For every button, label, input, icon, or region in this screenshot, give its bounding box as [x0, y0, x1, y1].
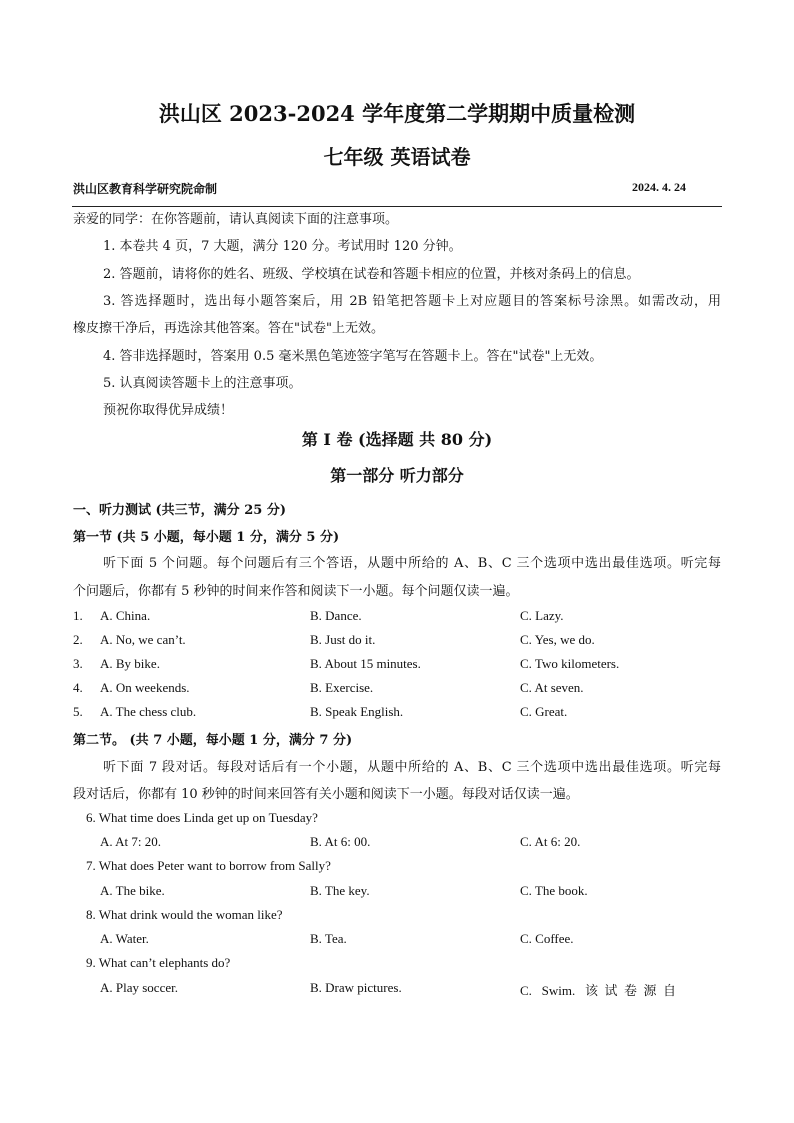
question-text: 9. What can’t elephants do? — [86, 955, 231, 970]
option-a: A. On weekends. — [100, 680, 190, 695]
question-number: 1. — [73, 608, 83, 623]
part-title: 第一部分 听力部分 — [330, 466, 464, 485]
option-c: C. Two kilometers. — [520, 656, 620, 671]
option-a: A. Water. — [100, 931, 149, 946]
notice-item-5: 5. 认真阅读答题卡上的注意事项。 — [103, 376, 302, 391]
option-b: B. Tea. — [310, 931, 347, 946]
notice-item-2: 2. 答题前，请将你的姓名、班级、学校填在试卷和答题卡相应的位置，并核对条码上的信息。 — [103, 267, 640, 282]
option-c: C. Coffee. — [520, 931, 574, 946]
question-number: 2. — [73, 632, 83, 647]
option-b: B. Draw pictures. — [310, 980, 402, 995]
option-c: C. At seven. — [520, 680, 584, 695]
question-text: 8. What drink would the woman like? — [86, 907, 283, 922]
option-b: B. About 15 minutes. — [310, 656, 421, 671]
exam-title: 洪山区 2023-2024 学年度第二学期期中质量检测 — [158, 101, 636, 126]
question-text: 7. What does Peter want to borrow from Sally? — [86, 858, 331, 873]
option-a: A. The chess club. — [100, 704, 197, 719]
notice-greeting: 亲爱的同学：在你答题前，请认真阅读下面的注意事项。 — [73, 212, 399, 227]
option-b: B. The key. — [310, 883, 370, 898]
author-line: 洪山区教育科学研究院命制 — [73, 182, 218, 196]
question-number: 3. — [73, 656, 83, 671]
option-b: B. Dance. — [310, 608, 362, 623]
question-text: 6. What time does Linda get up on Tuesday? — [86, 810, 318, 825]
option-c: C. The book. — [520, 883, 588, 898]
option-c: C. At 6: 20. — [520, 834, 581, 849]
sub2-heading: 第二节。 (共 7 小题，每小题 1 分，满分 7 分) — [73, 733, 353, 748]
sub2-instruction-1: 听下面 7 段对话。每段对话后有一个小题，从题中所给的 A、B、C 三个选项中选出最佳选项。听完每 — [103, 760, 721, 775]
notice-wish: 预祝你取得优异成绩！ — [103, 403, 234, 418]
exam-date: 2024. 4. 24 — [632, 180, 686, 194]
exam-subtitle: 七年级 英语试卷 — [323, 145, 471, 169]
notice-item-1: 1. 本卷共 4 页，7 大题，满分 120 分。考试用时 120 分钟。 — [103, 239, 462, 254]
option-c: C. Great. — [520, 704, 568, 719]
option-c: C. Yes, we do. — [520, 632, 595, 647]
option-c: C. Lazy. — [520, 608, 564, 623]
header-divider — [72, 206, 722, 207]
section-heading: 一、听力测试 (共三节，满分 25 分) — [73, 503, 286, 518]
sub1-instruction-1: 听下面 5 个问题。每个问题后有三个答语，从题中所给的 A、B、C 三个选项中选出最佳选项。听完每 — [103, 556, 721, 571]
option-a: A. At 7: 20. — [100, 834, 162, 849]
notice-item-4: 4. 答非选择题时，答案用 0.5 毫米黑色笔迹签字笔写在答题卡上。答在"试卷"上无效。 — [103, 349, 603, 364]
option-b: B. Exercise. — [310, 680, 374, 695]
notice-item-3-cont: 橡皮擦干净后，再选涂其他答案。答在"试卷"上无效。 — [73, 321, 384, 336]
sub1-heading: 第一节 (共 5 小题，每小题 1 分，满分 5 分) — [73, 530, 340, 545]
option-a: A. By bike. — [100, 656, 160, 671]
option-a: A. Play soccer. — [100, 980, 178, 995]
question-number: 4. — [73, 680, 83, 695]
option-a: A. China. — [100, 608, 151, 623]
sub2-instruction-2: 段对话后，你都有 10 秒钟的时间来回答有关小题和阅读下一小题。每段对话仅读一遍。 — [73, 787, 579, 802]
option-b: B. Just do it. — [310, 632, 376, 647]
question-number: 5. — [73, 704, 83, 719]
option-a: A. No, we can’t. — [100, 632, 186, 647]
option-a: A. The bike. — [100, 883, 165, 898]
option-b: B. At 6: 00. — [310, 834, 371, 849]
sub1-instruction-2: 个问题后，你都有 5 秒钟的时间来作答和阅读下一小题。每个问题仅读一遍。 — [73, 584, 519, 599]
option-b: B. Speak English. — [310, 704, 404, 719]
notice-item-3: 3. 答选择题时，选出每小题答案后，用 2B 铅笔把答题卡上对应题目的答案标号涂黑。如需改动，用 — [103, 294, 721, 309]
volume-title: 第 I 卷 (选择题 共 80 分) — [301, 430, 493, 449]
option-c: C. Swim. 该 试 卷 源 自 — [520, 983, 677, 998]
